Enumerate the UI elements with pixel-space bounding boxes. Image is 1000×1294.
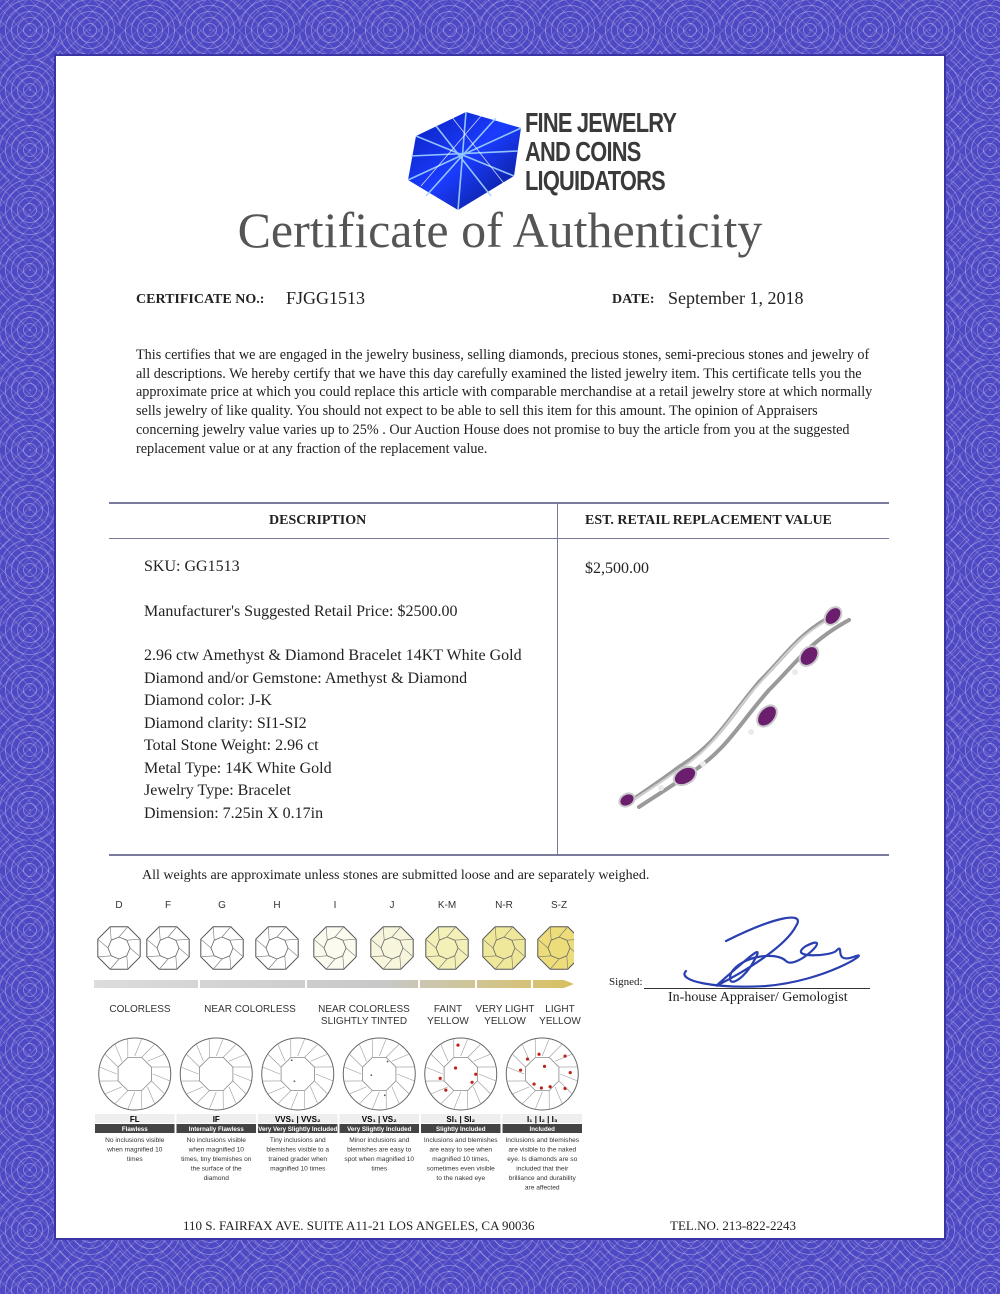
clarity-grade-code: SI₁ | SI₂ [446,1115,476,1124]
page-title: Certificate of Authenticity [237,202,763,258]
color-diamond-icon [371,927,413,969]
clarity-scale [94,1036,584,1236]
clarity-description-line: diamond [203,1175,229,1182]
clarity-description-line: when magnified 10 [188,1146,244,1154]
weights-note: All weights are approximate unless stones are submitted loose and are separately weighed. [142,868,650,883]
clarity-grade-code: IF [212,1115,220,1124]
color-grade-letter: D [115,900,123,911]
color-category [309,1004,419,1028]
appraiser-title: In-house Appraiser/ Gemologist [668,990,848,1005]
clarity-description-line: are visible to the naked [508,1146,577,1154]
clarity-grade [421,1038,501,1182]
footer-phone: TEL.NO. 213-822-2243 [670,1218,797,1233]
clarity-grade-name: Internally Flawless [188,1126,244,1133]
detail-line: Metal Type: 14K White Gold [144,759,332,777]
value-header: EST. RETAIL REPLACEMENT VALUE [585,513,832,528]
clarity-grade [503,1038,583,1192]
color-category-line: NEAR COLORLESS [318,1004,410,1015]
clarity-grade-name: Very Slightly Included [347,1126,412,1133]
color-scale-bar [94,978,574,990]
detail-line: 2.96 ctw Amethyst & Diamond Bracelet 14KT White Gold [144,647,522,664]
color-grade-letter: G [218,900,226,911]
color-category [95,1004,185,1016]
clarity-description-line: No inclusions visible [105,1137,165,1144]
clarity-description-line: No inclusions visible [186,1137,246,1144]
clarity-description-line: times, tiny blemishes on [181,1156,252,1163]
signature-line [644,988,870,989]
color-category [418,1004,478,1028]
detail-line: Total Stone Weight: 2.96 ct [144,737,319,754]
color-diamond-icon [538,927,574,969]
logo-line: FINE JEWELRY [525,107,677,138]
color-grade-letter: K-M [437,900,457,911]
description-header: DESCRIPTION [269,513,367,528]
clarity-grade [340,1038,420,1173]
clarity-description-line: are affected [524,1184,560,1192]
color-grade-letter: F [164,900,172,911]
color-category-line: YELLOW [539,1016,581,1027]
clarity-grade-code: I₁ | I₂ | I₃ [526,1115,558,1124]
clarity-description-line: spot when magnified 10 [344,1156,415,1163]
clarity-description-line: are easy to see when [429,1146,493,1154]
clarity-grade-code: VVS₁ | VVS₂ [274,1115,321,1124]
clarity-description-line: blemishes visible to a [266,1146,330,1154]
color-category-line: NEAR COLORLESS [204,1004,296,1015]
detail-line: Jewelry Type: Bracelet [144,782,291,799]
clarity-grade-name: Very Very Slightly Included [258,1126,338,1133]
detail-line: Dimension: 7.25in X 0.17in [144,804,324,822]
color-category-line: VERY LIGHT [475,1004,535,1015]
clarity-description-line: Tiny inclusions and [269,1137,326,1144]
clarity-grade-name: Included [529,1126,555,1133]
color-diamond-icon [483,927,525,969]
color-category-line: YELLOW [484,1016,526,1027]
date-value: September 1, 2018 [668,288,804,308]
clarity-description-line: blemishes are easy to [347,1146,412,1154]
clarity-description-line: magnified 10 times, [432,1156,490,1163]
clarity-description-line: Minor inclusions and [349,1137,410,1144]
clarity-grade-name: Slightly Included [435,1126,486,1133]
clarity-description-line: trained grader when [268,1156,328,1163]
detail-line: Diamond and/or Gemstone: Amethyst & Diamond [144,669,468,687]
clarity-grade-code: VS₁ | VS₂ [361,1115,397,1124]
sku: SKU: GG1513 [144,558,240,575]
color-category-line: LIGHT [545,1004,575,1015]
clarity-description-line: sometimes even visible [426,1165,495,1173]
color-category [475,1004,535,1028]
clarity-description-line: when magnified 10 [107,1146,163,1154]
logo-line: AND COINS [525,136,641,167]
item-table [109,502,889,856]
bracelet-image [599,592,879,822]
clarity-description-line: the surface of the [190,1165,242,1173]
company-logo [396,106,696,216]
color-category-line: FAINT [433,1004,463,1015]
clarity-grade [177,1038,257,1182]
color-scale-diamonds [94,918,574,978]
clarity-grade-name: Flawless [121,1126,148,1133]
detail-line: Diamond clarity: SI1-SI2 [144,714,307,732]
color-category [195,1004,305,1016]
clarity-description-line: eye. Is diamonds are so [507,1156,578,1163]
color-grade-letter: I [333,900,337,911]
gem-logo-icon [396,106,526,216]
clarity-grade-code: FL [129,1115,140,1124]
item-description [144,556,522,825]
clarity-description-line: included that their [516,1165,569,1173]
color-category-line: SLIGHTLY TINTED [320,1016,408,1027]
color-grade-letter: S-Z [550,900,568,911]
clarity-description-line: magnified 10 times [270,1165,326,1173]
color-grade-letter: N-R [495,900,513,911]
certificate-paper [56,56,944,1238]
detail-line: Diamond color: J-K [144,692,272,709]
color-grade-letter: J [389,900,395,911]
column-divider [557,504,558,854]
clarity-description-line: Inclusions and blemishes [423,1137,498,1144]
logo-line: LIQUIDATORS [525,165,665,196]
logo-wordmark [525,108,676,195]
clarity-description-line: times [371,1165,388,1173]
color-diamond-icon [147,927,189,969]
certificate-number: FJGG1513 [286,288,366,308]
signed-label: Signed: [609,976,643,988]
clarity-grade [258,1038,338,1173]
clarity-description-line: to the naked eye [436,1175,486,1182]
color-diamond-icon [98,927,140,969]
signature-image [656,911,876,991]
color-category-line: YELLOW [427,1016,469,1027]
certificate-number-label: CERTIFICATE NO.: [136,292,265,307]
color-category [530,1004,590,1028]
color-diamond-icon [256,927,298,969]
color-category-line: COLORLESS [109,1004,171,1015]
color-diamond-icon [314,927,356,969]
msrp: Manufacturer's Suggested Retail Price: $2500.00 [144,602,458,620]
color-grade-letter: H [273,900,281,911]
clarity-description-line: brilliance and durability [508,1175,576,1182]
replacement-value: $2,500.00 [585,560,649,577]
table-header [109,504,889,539]
intro-paragraph: This certifies that we are engaged in the jewelry business, selling diamonds, precious stones, semi-precious stones and jewelry of all descriptions. We hereby certify that we have this day carefully examined the listed jewelry item. This certificate tells you the approximate price at which you could replace this article with comparable merchandise at a retail jewelry store at which normally sells jewelry of like quality. You should not expect to be able to sell this item for this amount. The opinion of Appraisers concerning jewelry value varies up to 25% . Our Auction House does not promise to buy the article from you at the suggested replacement value or at any fraction of the replacement value. [136,347,873,457]
clarity-grade [95,1038,175,1163]
color-diamond-icon [426,927,468,969]
clarity-description-line: Inclusions and blemishes [505,1137,580,1144]
color-diamond-icon [201,927,243,969]
clarity-description-line: times [126,1156,143,1163]
footer-address: 110 S. FAIRFAX AVE. SUITE A11-21 LOS ANGELES, CA 90036 [183,1218,535,1233]
date-label: DATE: [612,292,655,307]
